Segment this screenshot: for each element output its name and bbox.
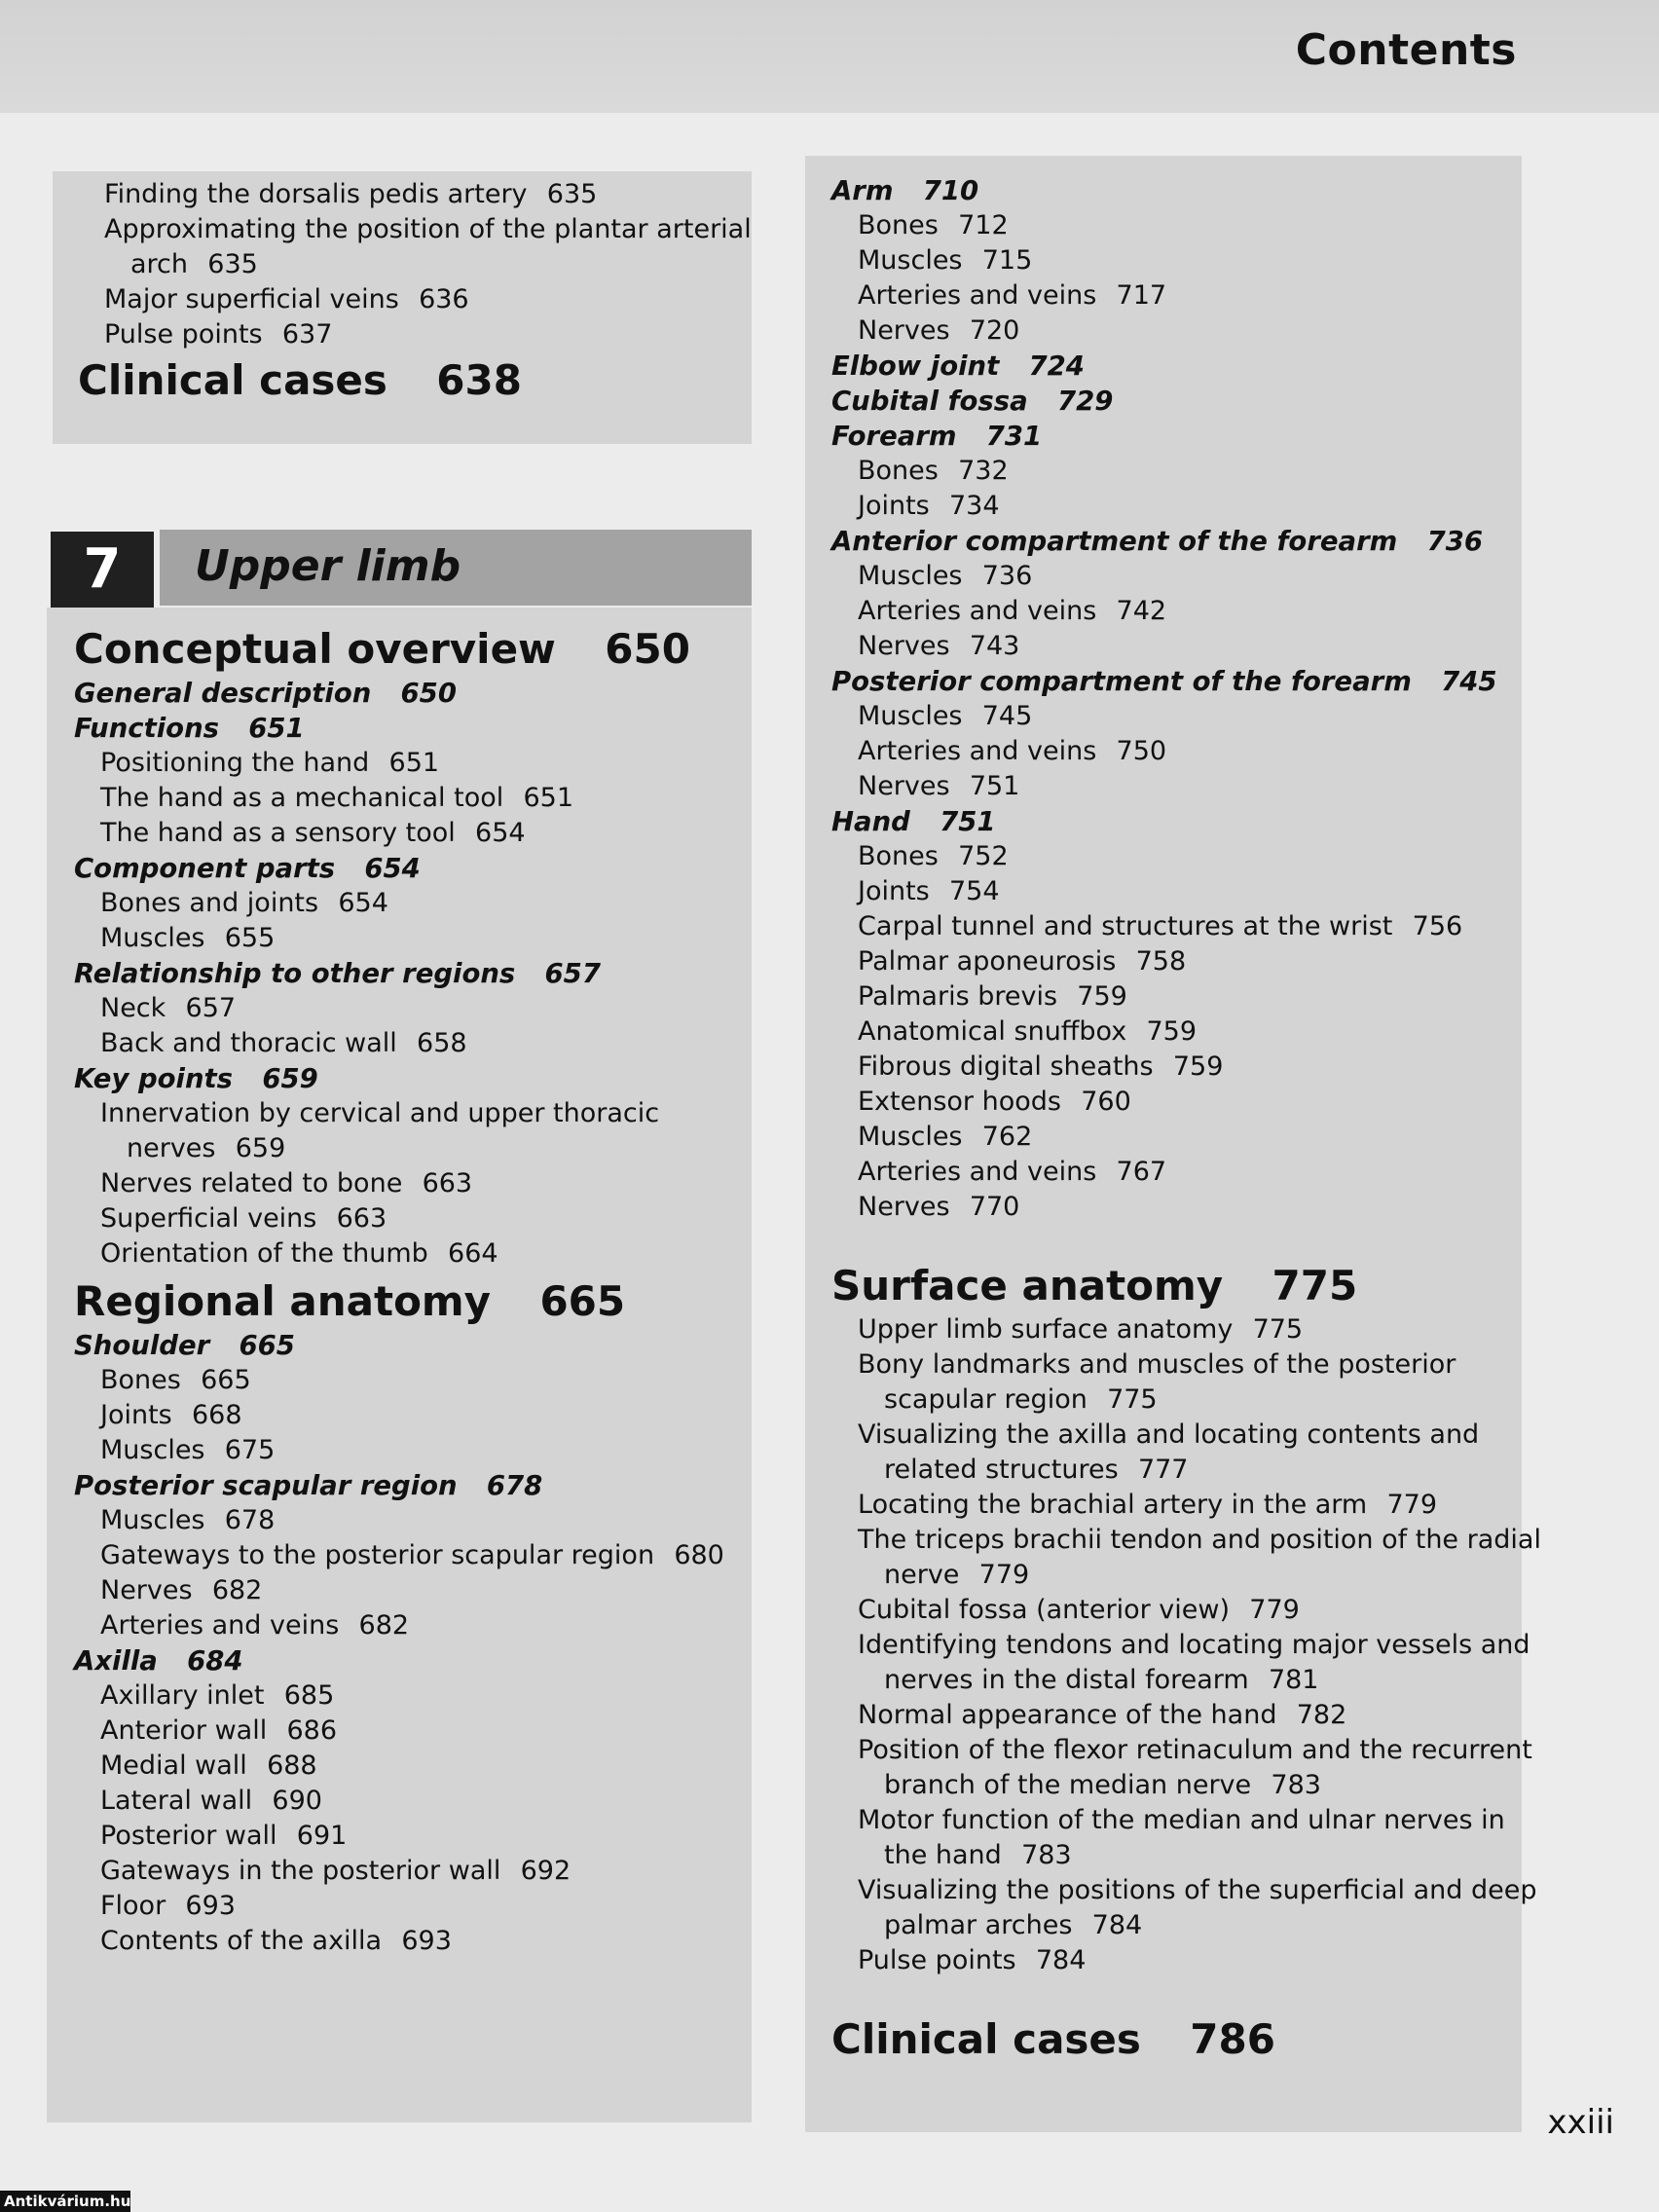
toc-entry[interactable]: Approximating the position of the plantar arterial [104, 214, 752, 244]
toc-entry[interactable]: scapular region 775 [884, 1384, 1158, 1415]
toc-entry[interactable]: Visualizing the axilla and locating contents and [858, 1419, 1480, 1450]
toc-entry[interactable]: nerves 659 [127, 1133, 286, 1163]
toc-entry[interactable]: Fibrous digital sheaths 759 [858, 1051, 1224, 1082]
toc-entry[interactable]: Axillary inlet 685 [100, 1680, 335, 1711]
toc-entry[interactable]: Cubital fossa (anterior view) 779 [858, 1595, 1300, 1625]
toc-entry[interactable]: Muscles 736 [858, 561, 1033, 591]
toc-entry[interactable]: Bones 732 [858, 456, 1009, 486]
toc-entry[interactable]: nerves in the distal forearm 781 [884, 1665, 1319, 1695]
toc-entry[interactable]: Superficial veins 663 [100, 1203, 387, 1234]
toc-entry[interactable]: Floor 693 [100, 1891, 236, 1921]
toc-entry[interactable]: Medial wall 688 [100, 1751, 317, 1781]
toc-subsection[interactable]: Cubital fossa 729 [831, 386, 1114, 417]
toc-entry[interactable]: Nerves 751 [858, 771, 1020, 801]
page-number: xxiii [1547, 2103, 1614, 2142]
toc-entry[interactable]: Muscles 715 [858, 245, 1033, 276]
toc-entry[interactable]: arch 635 [130, 249, 258, 279]
toc-entry[interactable]: The triceps brachii tendon and position of the radial [858, 1525, 1541, 1555]
toc-subsection[interactable]: Functions 651 [74, 713, 305, 744]
toc-entry[interactable]: Nerves related to bone 663 [100, 1168, 473, 1198]
toc-entry[interactable]: Muscles 675 [100, 1435, 276, 1465]
watermark: Antikvárium.hu [0, 2191, 130, 2212]
toc-entry[interactable]: The hand as a mechanical tool 651 [100, 783, 574, 813]
toc-entry[interactable]: Visualizing the positions of the superficial and deep [858, 1875, 1537, 1905]
toc-subsection[interactable]: Key points 659 [74, 1063, 318, 1094]
toc-entry[interactable]: branch of the median nerve 783 [884, 1770, 1321, 1800]
toc-entry[interactable]: Joints 668 [100, 1400, 242, 1430]
toc-entry[interactable]: Upper limb surface anatomy 775 [858, 1314, 1304, 1345]
toc-entry[interactable]: Bones 665 [100, 1365, 251, 1395]
toc-entry[interactable]: Positioning the hand 651 [100, 748, 440, 778]
toc-subsection[interactable]: Elbow joint 724 [831, 350, 1085, 382]
toc-entry[interactable]: Back and thoracic wall 658 [100, 1028, 467, 1058]
toc-subsection[interactable]: Posterior compartment of the forearm 745 [831, 666, 1497, 697]
toc-entry[interactable]: Finding the dorsalis pedis artery 635 [104, 179, 598, 209]
toc-section-heading[interactable]: Surface anatomy 775 [831, 1262, 1358, 1309]
toc-entry[interactable]: Posterior wall 691 [100, 1821, 348, 1851]
toc-subsection[interactable]: Axilla 684 [74, 1645, 243, 1677]
toc-entry[interactable]: the hand 783 [884, 1840, 1072, 1870]
toc-section-heading[interactable]: Regional anatomy 665 [74, 1277, 626, 1325]
chapter-title-bar [160, 530, 752, 606]
toc-entry[interactable]: Nerves 720 [858, 315, 1020, 346]
toc-entry[interactable]: related structures 777 [884, 1455, 1189, 1485]
toc-section-heading[interactable]: Conceptual overview 650 [74, 625, 690, 673]
toc-entry[interactable]: Gateways in the posterior wall 692 [100, 1856, 571, 1886]
toc-entry[interactable]: Muscles 745 [858, 701, 1033, 731]
toc-entry[interactable]: Innervation by cervical and upper thoracic [100, 1098, 660, 1128]
toc-entry[interactable]: Arteries and veins 717 [858, 280, 1167, 311]
toc-entry[interactable]: Joints 754 [858, 876, 1000, 906]
toc-entry[interactable]: Carpal tunnel and structures at the wrist 756 [858, 911, 1463, 941]
toc-entry[interactable]: Muscles 762 [858, 1122, 1033, 1152]
toc-entry[interactable]: Bones 752 [858, 841, 1009, 871]
left-column [74, 623, 724, 1959]
toc-entry[interactable]: nerve 779 [884, 1560, 1030, 1590]
toc-entry[interactable]: Anterior wall 686 [100, 1715, 338, 1746]
toc-entry[interactable]: Nerves 770 [858, 1192, 1020, 1222]
toc-entry[interactable]: Arteries and veins 750 [858, 736, 1167, 766]
toc-entry[interactable]: Joints 734 [858, 491, 1000, 521]
toc-entry[interactable]: Arteries and veins 767 [858, 1157, 1167, 1187]
toc-entry[interactable]: Bones and joints 654 [100, 888, 388, 918]
toc-entry[interactable]: Lateral wall 690 [100, 1786, 322, 1816]
toc-entry[interactable]: Gateways to the posterior scapular region 680 [100, 1540, 724, 1570]
toc-entry[interactable]: Major superficial veins 636 [104, 284, 469, 314]
toc-entry[interactable]: Palmar aponeurosis 758 [858, 946, 1187, 977]
toc-entry[interactable]: Pulse points 637 [104, 319, 333, 350]
chapter-title: Upper limb [195, 541, 461, 591]
toc-entry[interactable]: Arteries and veins 742 [858, 596, 1167, 626]
right-column [831, 173, 1561, 2066]
toc-subsection[interactable]: Posterior scapular region 678 [74, 1470, 543, 1501]
toc-entry[interactable]: Pulse points 784 [858, 1945, 1087, 1975]
toc-entry[interactable]: Neck 657 [100, 993, 237, 1023]
toc-entry[interactable]: Muscles 678 [100, 1505, 276, 1535]
toc-entry[interactable]: Anatomical snuffbox 759 [858, 1016, 1198, 1047]
toc-entry[interactable]: Muscles 655 [100, 923, 276, 953]
toc-subsection[interactable]: Relationship to other regions 657 [74, 958, 601, 989]
toc-entry[interactable]: Normal appearance of the hand 782 [858, 1700, 1347, 1730]
toc-entry[interactable]: Identifying tendons and locating major vessels and [858, 1630, 1530, 1660]
toc-subsection[interactable]: Arm 710 [831, 175, 979, 206]
toc-entry[interactable]: Nerves 682 [100, 1575, 263, 1605]
toc-entry[interactable]: Contents of the axilla 693 [100, 1926, 452, 1956]
toc-entry[interactable]: The hand as a sensory tool 654 [100, 818, 526, 848]
page-header-title: Contents [1295, 25, 1517, 75]
toc-subsection[interactable]: Shoulder 665 [74, 1330, 295, 1361]
top-block [78, 177, 771, 407]
toc-clinical-cases-heading[interactable]: Clinical cases 638 [78, 356, 522, 404]
toc-entry[interactable]: palmar arches 784 [884, 1910, 1143, 1940]
toc-entry[interactable]: Extensor hoods 760 [858, 1087, 1131, 1117]
toc-subsection[interactable]: General description 650 [74, 678, 457, 709]
chapter-number: 7 [51, 532, 154, 608]
toc-entry[interactable]: Bones 712 [858, 210, 1009, 240]
toc-subsection[interactable]: Hand 751 [831, 806, 996, 837]
toc-subsection[interactable]: Anterior compartment of the forearm 736 [831, 526, 1483, 557]
toc-entry[interactable]: Orientation of the thumb 664 [100, 1238, 498, 1269]
toc-entry[interactable]: Locating the brachial artery in the arm 779 [858, 1490, 1438, 1520]
toc-clinical-cases-heading[interactable]: Clinical cases 786 [831, 2015, 1275, 2063]
toc-subsection[interactable]: Forearm 731 [831, 421, 1043, 452]
toc-subsection[interactable]: Component parts 654 [74, 853, 421, 884]
toc-entry[interactable]: Nerves 743 [858, 631, 1020, 661]
toc-entry[interactable]: Motor function of the median and ulnar nerves in [858, 1805, 1505, 1835]
toc-entry[interactable]: Arteries and veins 682 [100, 1610, 410, 1641]
toc-entry[interactable]: Palmaris brevis 759 [858, 981, 1127, 1012]
toc-entry[interactable]: Bony landmarks and muscles of the posterior [858, 1349, 1456, 1380]
toc-entry[interactable]: Position of the flexor retinaculum and the recurrent [858, 1735, 1532, 1765]
